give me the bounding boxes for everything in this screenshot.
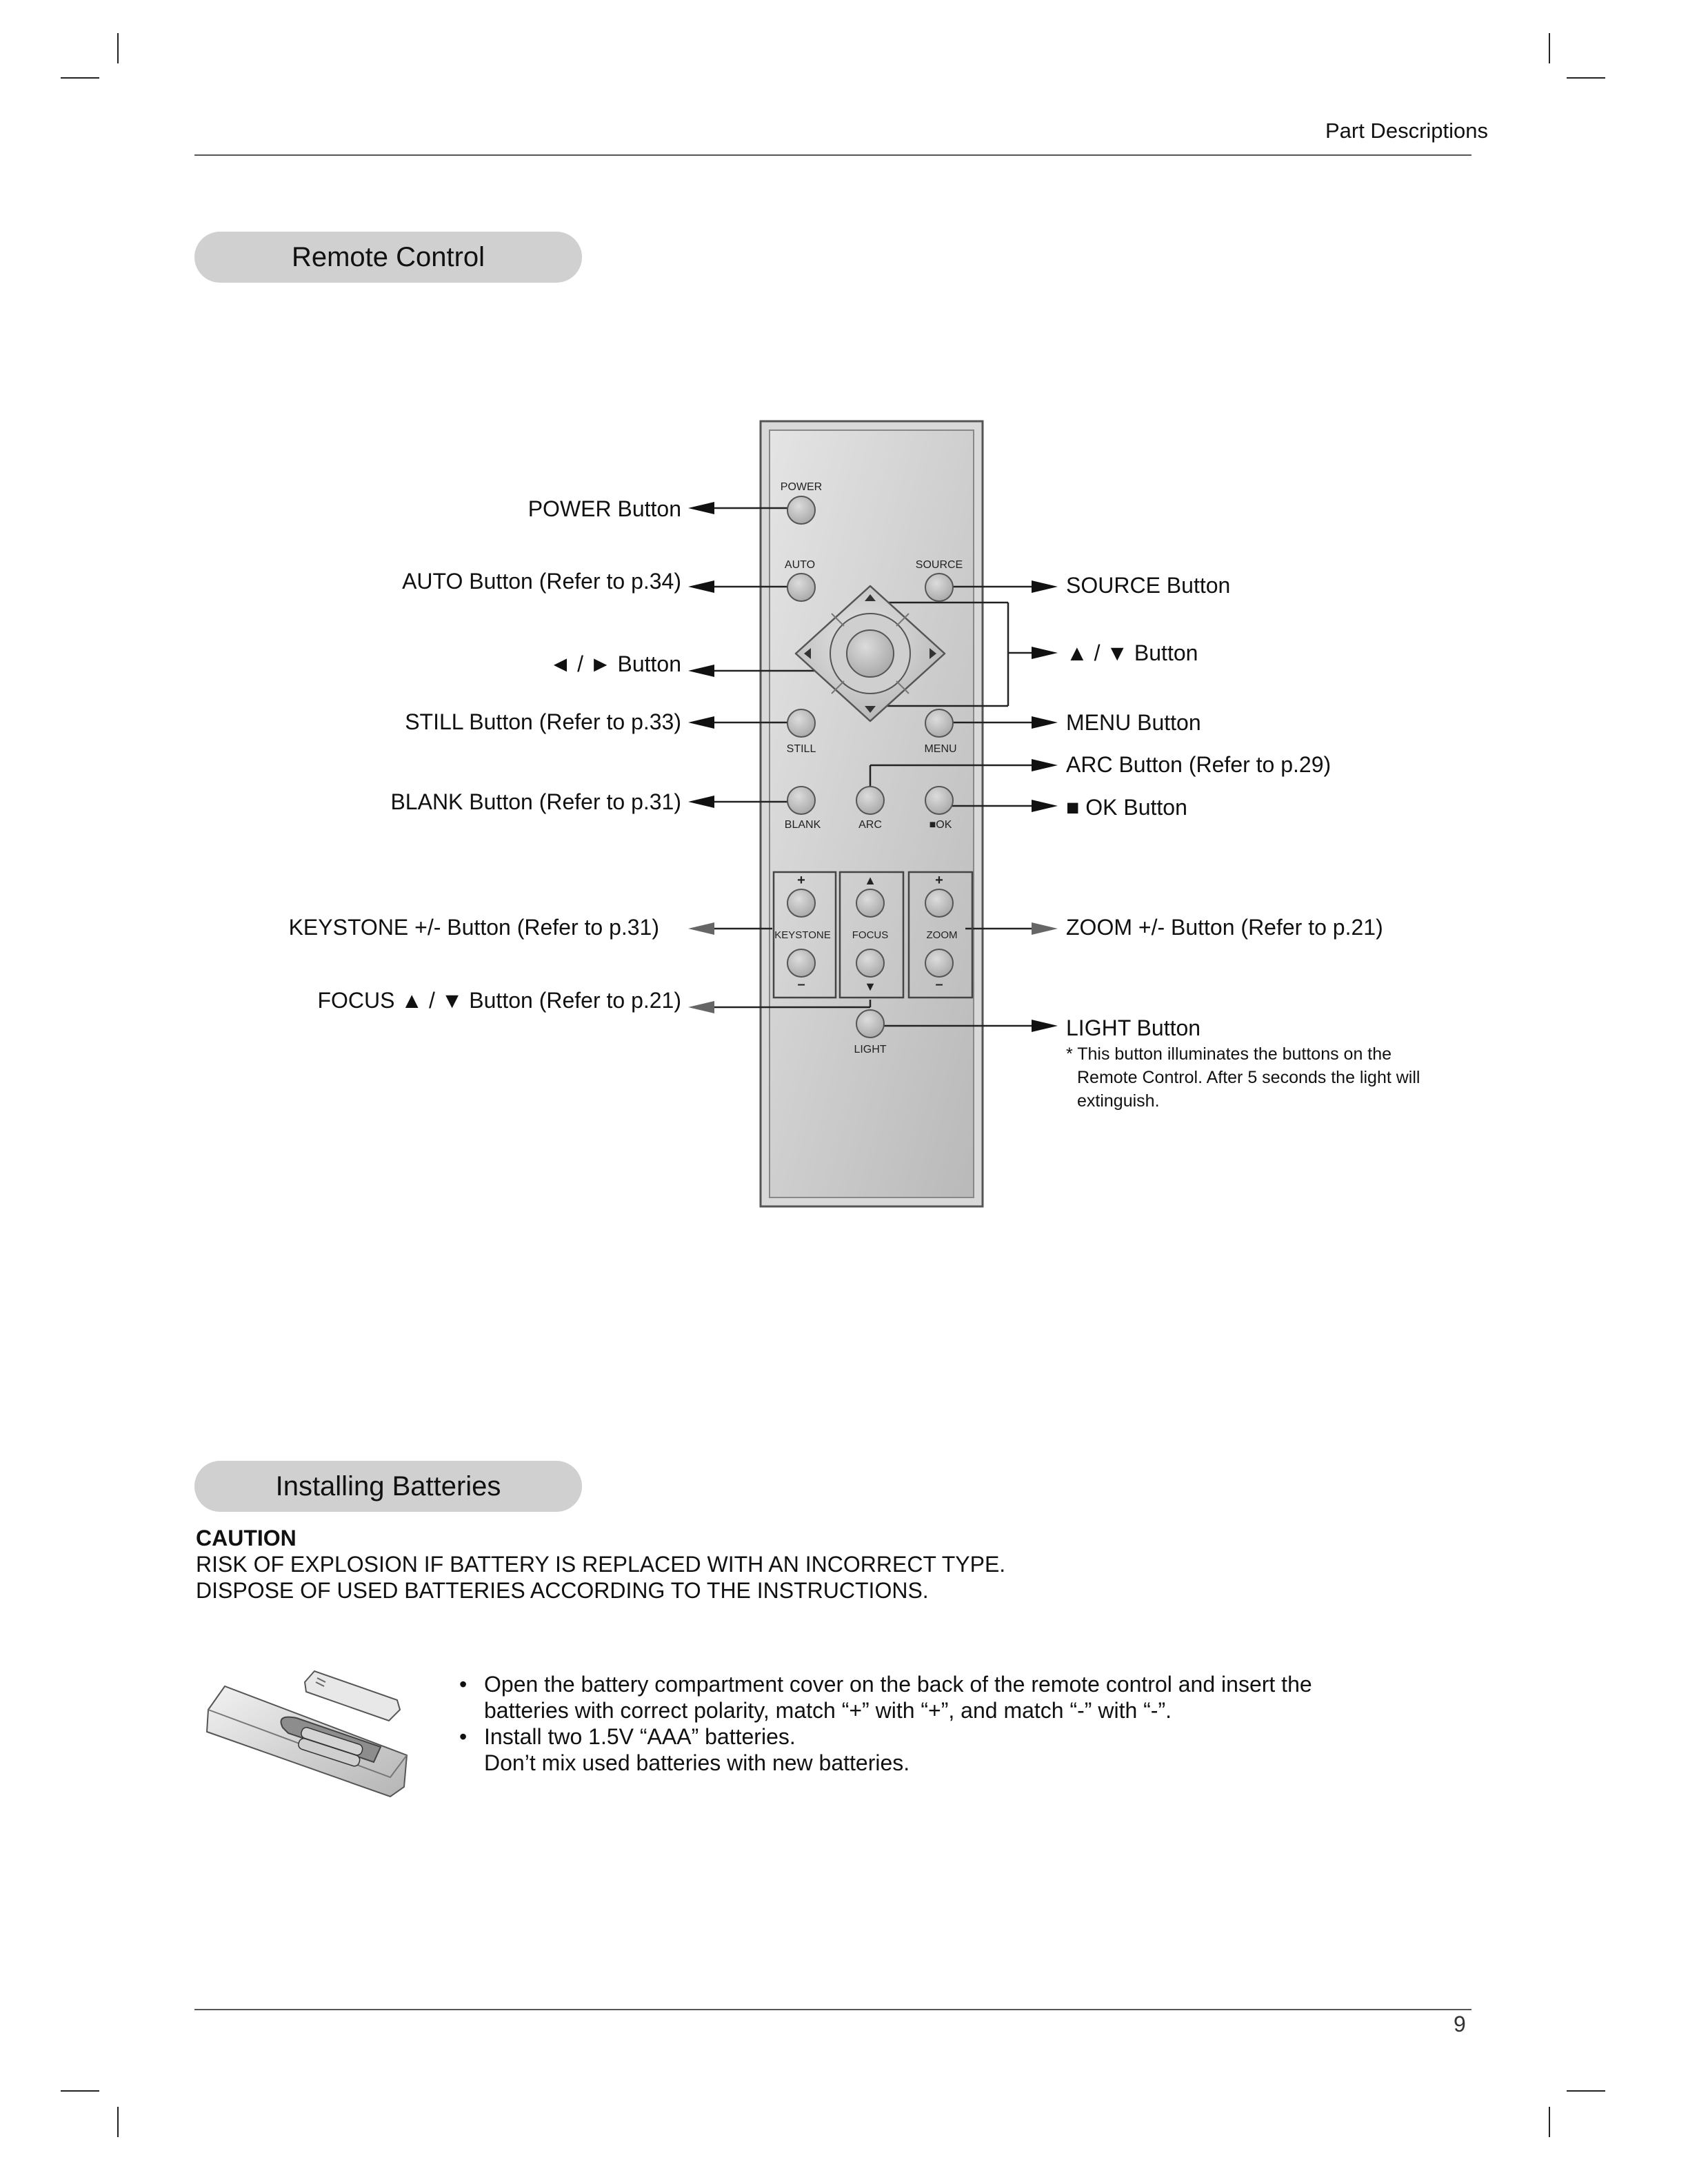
callout-keystone: KEYSTONE +/- Button (Refer to p.31) [288,915,659,940]
keystone-minus-button [787,949,815,977]
focus-label: FOCUS [852,929,889,941]
note-line: * This button illuminates the buttons on the [1066,1044,1392,1064]
zoom-plus-button [925,889,953,917]
zoom-label: ZOOM [926,929,958,941]
arc-label: ARC [858,819,882,831]
source-label: SOURCE [915,559,963,571]
blank-button [787,787,815,814]
callout-power: POWER Button [528,496,681,521]
still-button [787,709,815,737]
callout-ok: ■ OK Button [1066,795,1187,820]
zoom-minus-label: – [935,977,943,992]
still-label: STILL [786,743,816,755]
callout-up-down: ▲ / ▼ Button [1066,640,1198,665]
blank-label: BLANK [784,819,821,831]
callout-zoom: ZOOM +/- Button (Refer to p.21) [1066,915,1383,940]
callout-light: LIGHT Button [1066,1015,1201,1040]
callout-auto: AUTO Button (Refer to p.34) [402,569,681,594]
focus-down-label: ▼ [864,980,876,993]
light-button-note [1066,1042,1420,1113]
list-item-line: Don’t mix used batteries with new batteries. [484,1750,910,1775]
running-header: Part Descriptions [1325,119,1488,143]
battery-compartment-illustration [200,1666,421,1803]
menu-button [925,709,953,737]
callout-arc: ARC Button (Refer to p.29) [1066,752,1332,777]
keystone-plus-button [787,889,815,917]
list-item-line: batteries with correct polarity, match “+” with “+”, and match “-” with “-”. [484,1698,1172,1723]
menu-label: MENU [924,743,957,755]
arc-button [856,787,884,814]
bullet-icon: • [459,1724,468,1749]
keystone-plus-label: + [797,873,805,888]
callout-source: SOURCE Button [1066,573,1231,598]
callout-still: STILL Button (Refer to p.33) [405,709,681,734]
focus-up-label: ▲ [864,873,876,887]
caution-block [196,1525,1005,1604]
power-button [787,496,815,524]
footer-rule [194,2009,1471,2010]
focus-down-button [856,949,884,977]
list-item-line: Open the battery compartment cover on the back of the remote control and insert the [484,1672,1312,1697]
battery-instructions-list [459,1671,1312,1776]
ok-button [925,787,953,814]
list-item [459,1671,1312,1723]
page-number: 9 [1454,2012,1466,2036]
light-label: LIGHT [854,1044,887,1055]
section-heading-installing-batteries: Installing Batteries [194,1461,582,1512]
caution-line: RISK OF EXPLOSION IF BATTERY IS REPLACED WITH AN INCORRECT TYPE. [196,1552,1006,1577]
zoom-plus-label: + [935,873,943,888]
callout-left-right: ◄ / ► Button [549,651,681,676]
source-button [925,574,953,601]
bullet-icon: • [459,1672,468,1697]
callout-menu: MENU Button [1066,710,1201,735]
callout-blank: BLANK Button (Refer to p.31) [390,789,681,814]
keystone-minus-label: – [797,977,805,992]
note-line: extinguish. [1077,1091,1160,1111]
focus-up-button [856,889,884,917]
auto-button [787,574,815,601]
caution-title: CAUTION [196,1526,297,1550]
section-heading-remote-control: Remote Control [194,232,582,283]
ok-label: ■OK [929,819,952,831]
caution-line: DISPOSE OF USED BATTERIES ACCORDING TO THE INSTRUCTIONS. [196,1578,929,1603]
callout-focus: FOCUS ▲ / ▼ Button (Refer to p.21) [317,988,681,1013]
light-button [856,1010,884,1038]
auto-label: AUTO [784,559,816,571]
power-label: POWER [780,481,823,493]
list-item [459,1723,1312,1776]
note-line: Remote Control. After 5 seconds the light will [1077,1068,1420,1087]
zoom-minus-button [925,949,953,977]
list-item-line: Install two 1.5V “AAA” batteries. [484,1724,796,1749]
keystone-label: KEYSTONE [774,929,831,941]
